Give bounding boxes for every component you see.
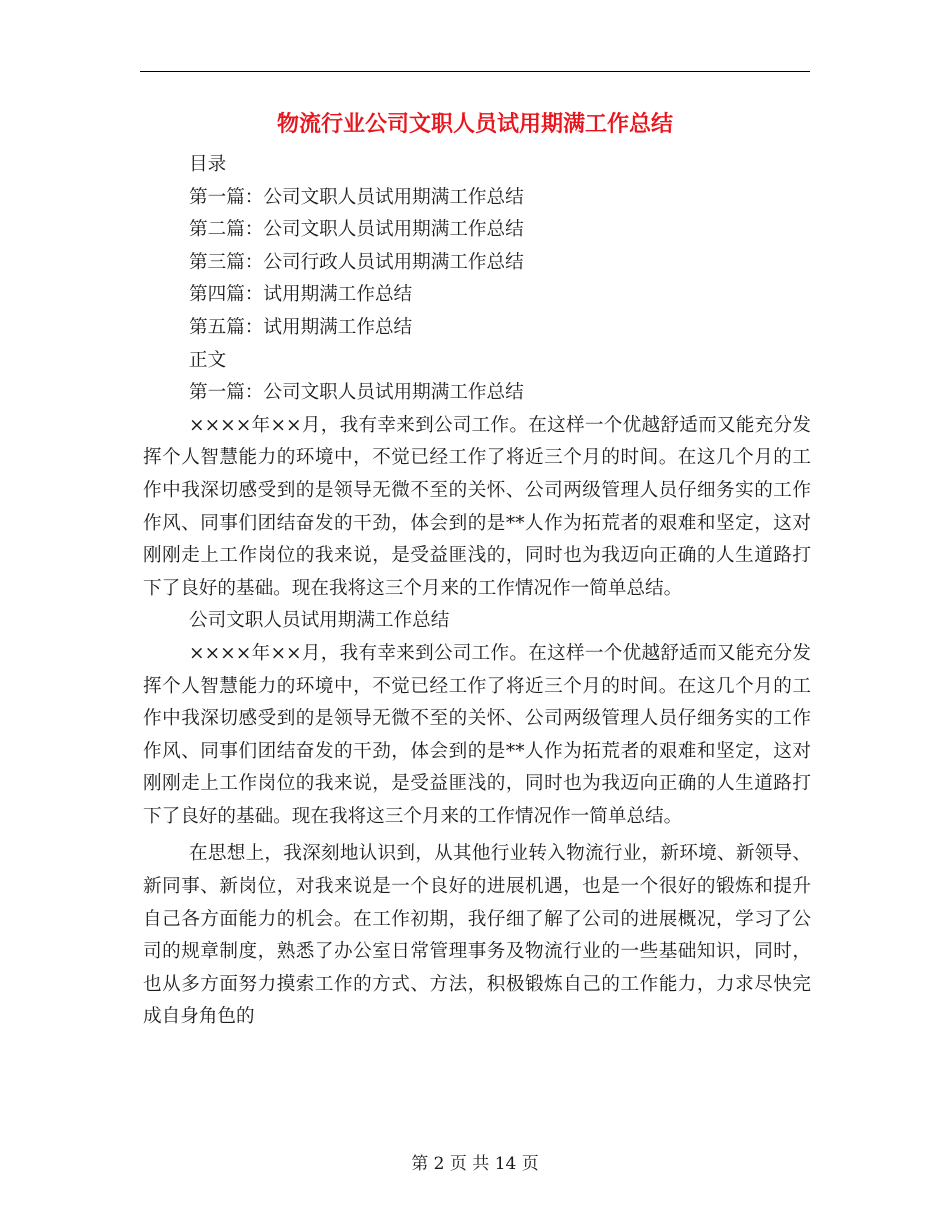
toc-item: 第五篇：试用期满工作总结 bbox=[189, 316, 413, 338]
header-rule bbox=[140, 71, 810, 72]
toc-item: 第四篇：试用期满工作总结 bbox=[189, 284, 413, 306]
section-heading: 第一篇：公司文职人员试用期满工作总结 bbox=[189, 382, 524, 404]
document-title: 物流行业公司文职人员试用期满工作总结 bbox=[276, 112, 673, 137]
paragraph: ××××年××月，我有幸来到公司工作。在这样一个优越舒适而又能充分发挥个人智慧能力的环境中，不觉已经工作了将近三个月的时间。在这几个月的工作中我深切感受到的是领导无微不至的关怀、公司两级管理人员仔细务实的工作作风、同事们团结奋发的干劲，体会到的是**人作为拓荒者的艰难和坚定，这对刚刚走上工作岗位的我来说，是受益匪浅的，同时也为我迈向正确的人生道路打下了良好的基础。现在我将这三个月来的工作情况作一简单总结。 bbox=[143, 642, 811, 827]
page-number: 第 2 页 共 14 页 bbox=[411, 1154, 539, 1174]
subheading: 公司文职人员试用期满工作总结 bbox=[189, 610, 450, 632]
paragraph: ××××年××月，我有幸来到公司工作。在这样一个优越舒适而又能充分发挥个人智慧能力的环境中，不觉已经工作了将近三个月的时间。在这几个月的工作中我深切感受到的是领导无微不至的关怀、公司两级管理人员仔细务实的工作作风、同事们团结奋发的干劲，体会到的是**人作为拓荒者的艰难和坚定，这对刚刚走上工作岗位的我来说，是受益匪浅的，同时也为我迈向正确的人生道路打下了良好的基础。现在我将这三个月来的工作情况作一简单总结。 bbox=[143, 414, 811, 599]
toc-heading: 目录 bbox=[189, 154, 227, 175]
document-body bbox=[143, 149, 811, 1034]
toc-item: 第一篇：公司文职人员试用期满工作总结 bbox=[189, 186, 524, 208]
toc-item: 第二篇：公司文职人员试用期满工作总结 bbox=[189, 219, 524, 241]
body-heading: 正文 bbox=[189, 349, 227, 371]
toc-item: 第三篇：公司行政人员试用期满工作总结 bbox=[189, 251, 524, 273]
paragraph: 在思想上，我深刻地认识到，从其他行业转入物流行业，新环境、新领导、新同事、新岗位，对我来说是一个良好的进展机遇，也是一个很好的锻炼和提升自己各方面能力的机会。在工作初期，我仔细了解了公司的进展概况，学习了公司的规章制度，熟悉了办公室日常管理事务及物流行业的一些基础知识，同时，也从多方面努力摸索工作的方式、方法，积极锻炼自己的工作能力，力求尽快完成自身角色的 bbox=[143, 843, 811, 1028]
